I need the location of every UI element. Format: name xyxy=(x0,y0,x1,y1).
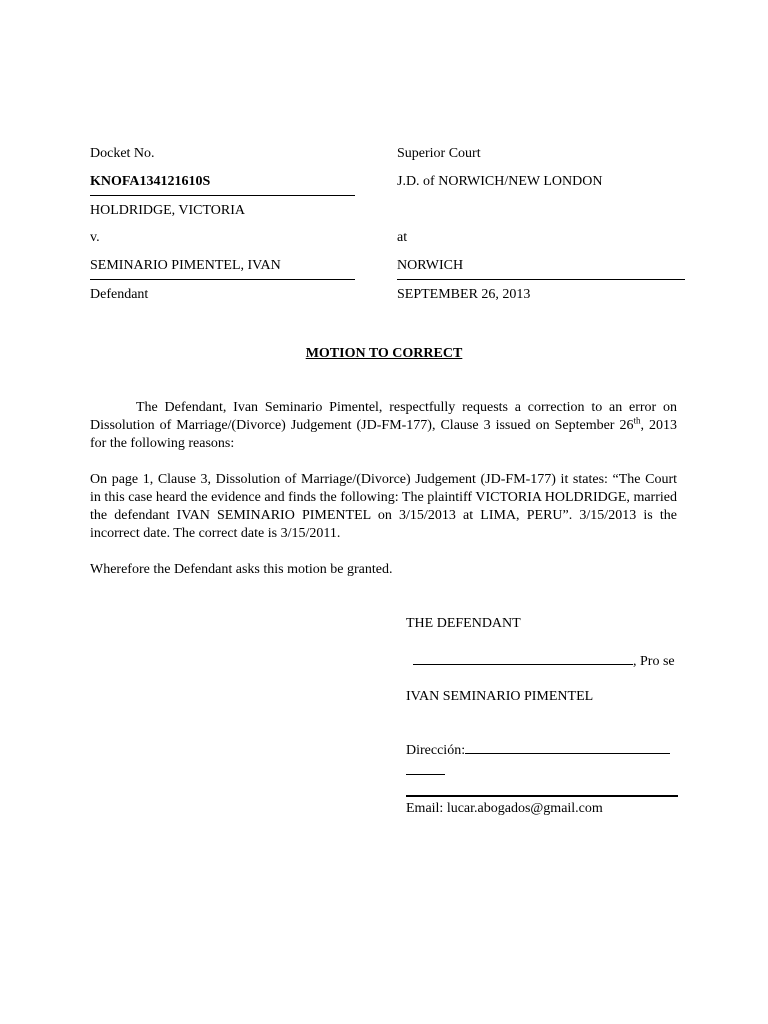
defendant-name: SEMINARIO PIMENTEL, IVAN xyxy=(90,258,281,273)
defendant-label: Defendant xyxy=(90,287,149,302)
address-label: Dirección: xyxy=(406,743,466,758)
address-blank xyxy=(465,741,670,754)
paragraph-reasons: On page 1, Clause 3, Dissolution of Marriage/(Divorce) Judgement (JD-FM-177) it states: “The Court in this case heard the evidence and finds the following: The plaintiff VICTORIA HOLDRIDGE, married the defendant IVAN SEMINARIO PIMENTEL on 3/15/2013 at LIMA, PERU”. 3/15/2013 is the incorrect date. The correct date is 3/15/2011. xyxy=(90,472,677,541)
email-divider xyxy=(406,795,678,797)
versus-label: v. xyxy=(90,230,100,245)
address-blank-continued xyxy=(406,762,445,775)
caption-divider-left-bottom xyxy=(90,279,355,280)
motion-title: MOTION TO CORRECT xyxy=(305,346,463,361)
plaintiff-name: HOLDRIDGE, VICTORIA xyxy=(90,203,246,218)
court-name: Superior Court xyxy=(397,146,481,161)
caption-divider-right xyxy=(397,279,685,280)
address-line xyxy=(406,741,670,760)
signature-line xyxy=(413,652,675,671)
pro-se-label: , Pro se xyxy=(633,654,675,669)
paragraph-request xyxy=(90,399,677,453)
at-label: at xyxy=(397,230,408,245)
paragraph-request-tail: , 2013 for the following reasons: xyxy=(90,418,678,451)
court-city: NORWICH xyxy=(397,258,464,273)
filing-date: SEPTEMBER 26, 2013 xyxy=(397,287,531,302)
address-line-continued xyxy=(406,762,445,781)
signer-name: IVAN SEMINARIO PIMENTEL xyxy=(406,689,594,704)
paragraph-request-text: The Defendant, Ivan Seminario Pimentel, respectfully requests a correction to an error on Dissolution of Marriage/(Divorce) Judgement (JD-FM-177), Clause 3 issued on September 26 xyxy=(90,400,677,433)
signature-blank xyxy=(413,652,633,665)
email-text: Email: lucar.abogados@gmail.com xyxy=(406,801,603,816)
judicial-district: J.D. of NORWICH/NEW LONDON xyxy=(397,174,603,189)
docket-label: Docket No. xyxy=(90,146,155,161)
party-label: THE DEFENDANT xyxy=(406,616,521,631)
paragraph-prayer: Wherefore the Defendant asks this motion be granted. xyxy=(90,562,393,577)
ordinal-suffix: th xyxy=(633,415,641,426)
caption-divider-left-top xyxy=(90,195,355,196)
docket-number: KNOFA134121610S xyxy=(90,174,211,189)
